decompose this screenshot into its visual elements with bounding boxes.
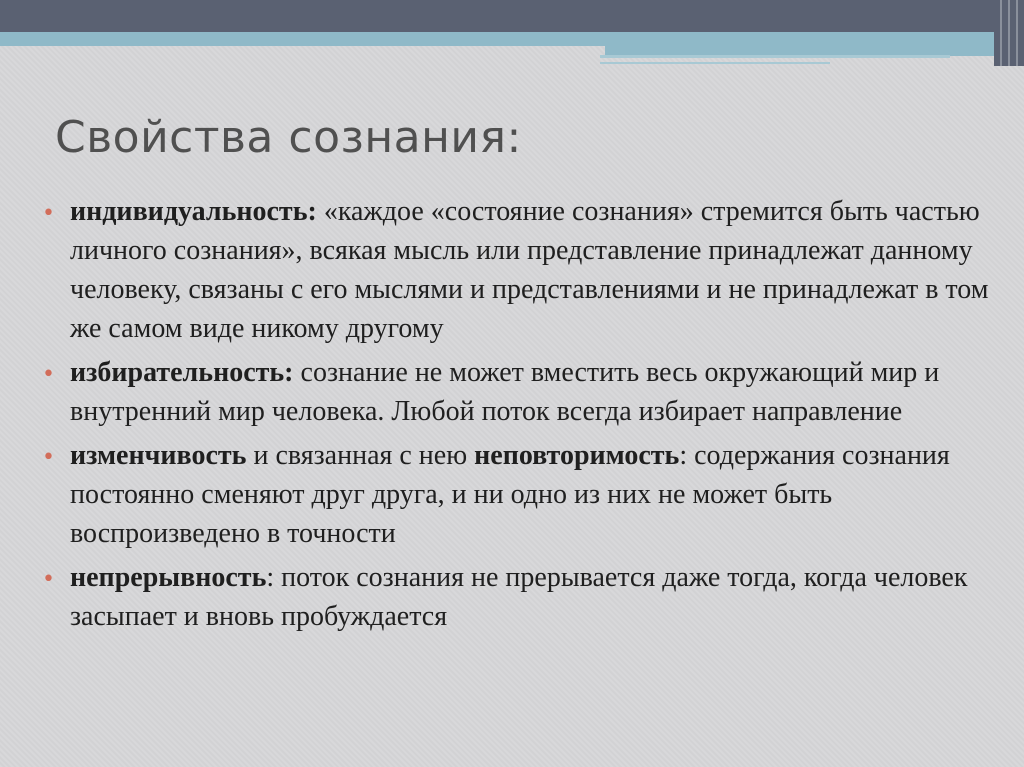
bullet-dot-icon: • [42, 201, 55, 226]
item-term: избирательность: [70, 357, 294, 388]
list-item [40, 436, 990, 553]
item-term-2: неповторимость [474, 440, 680, 471]
accent-thin-line [600, 62, 830, 64]
item-middle: и связанная с нею [246, 440, 475, 471]
bullet-dot-icon: • [42, 567, 55, 592]
slide-title: Свойства сознания: [55, 112, 522, 163]
bullet-list [40, 192, 990, 641]
top-bar [0, 0, 1024, 32]
item-text: «каждое «состояние сознания» стремится быть частью личного сознания», всякая мысль или представление принадлежат данному человеку, связаны с его мыслями и представлениями и не принадлежат в том же самом виде никому другому [70, 196, 989, 344]
list-item [40, 353, 990, 431]
bullet-dot-icon: • [42, 362, 55, 387]
item-text: : содержания сознания постоянно сменяют друг друга, и ни одно из них не может быть воспроизведено в точности [70, 440, 950, 549]
corner-stripe [1000, 0, 1002, 66]
item-term: изменчивость [70, 440, 247, 471]
bullet-dot-icon: • [42, 445, 55, 470]
item-term: индивидуальность: [70, 196, 317, 227]
corner-decoration [994, 0, 1024, 66]
accent-line [0, 32, 1024, 46]
corner-stripe [1008, 0, 1010, 66]
list-item [40, 558, 990, 636]
accent-thin-line [600, 55, 950, 58]
corner-stripe [1016, 0, 1018, 66]
item-term: непрерывность [70, 562, 267, 593]
item-text: сознание не может вместить весь окружающий мир и внутренний мир человека. Любой поток всегда избирает направление [70, 357, 940, 427]
item-text: : поток сознания не прерывается даже тогда, когда человек засыпает и вновь пробуждается [70, 562, 968, 632]
list-item [40, 192, 990, 348]
